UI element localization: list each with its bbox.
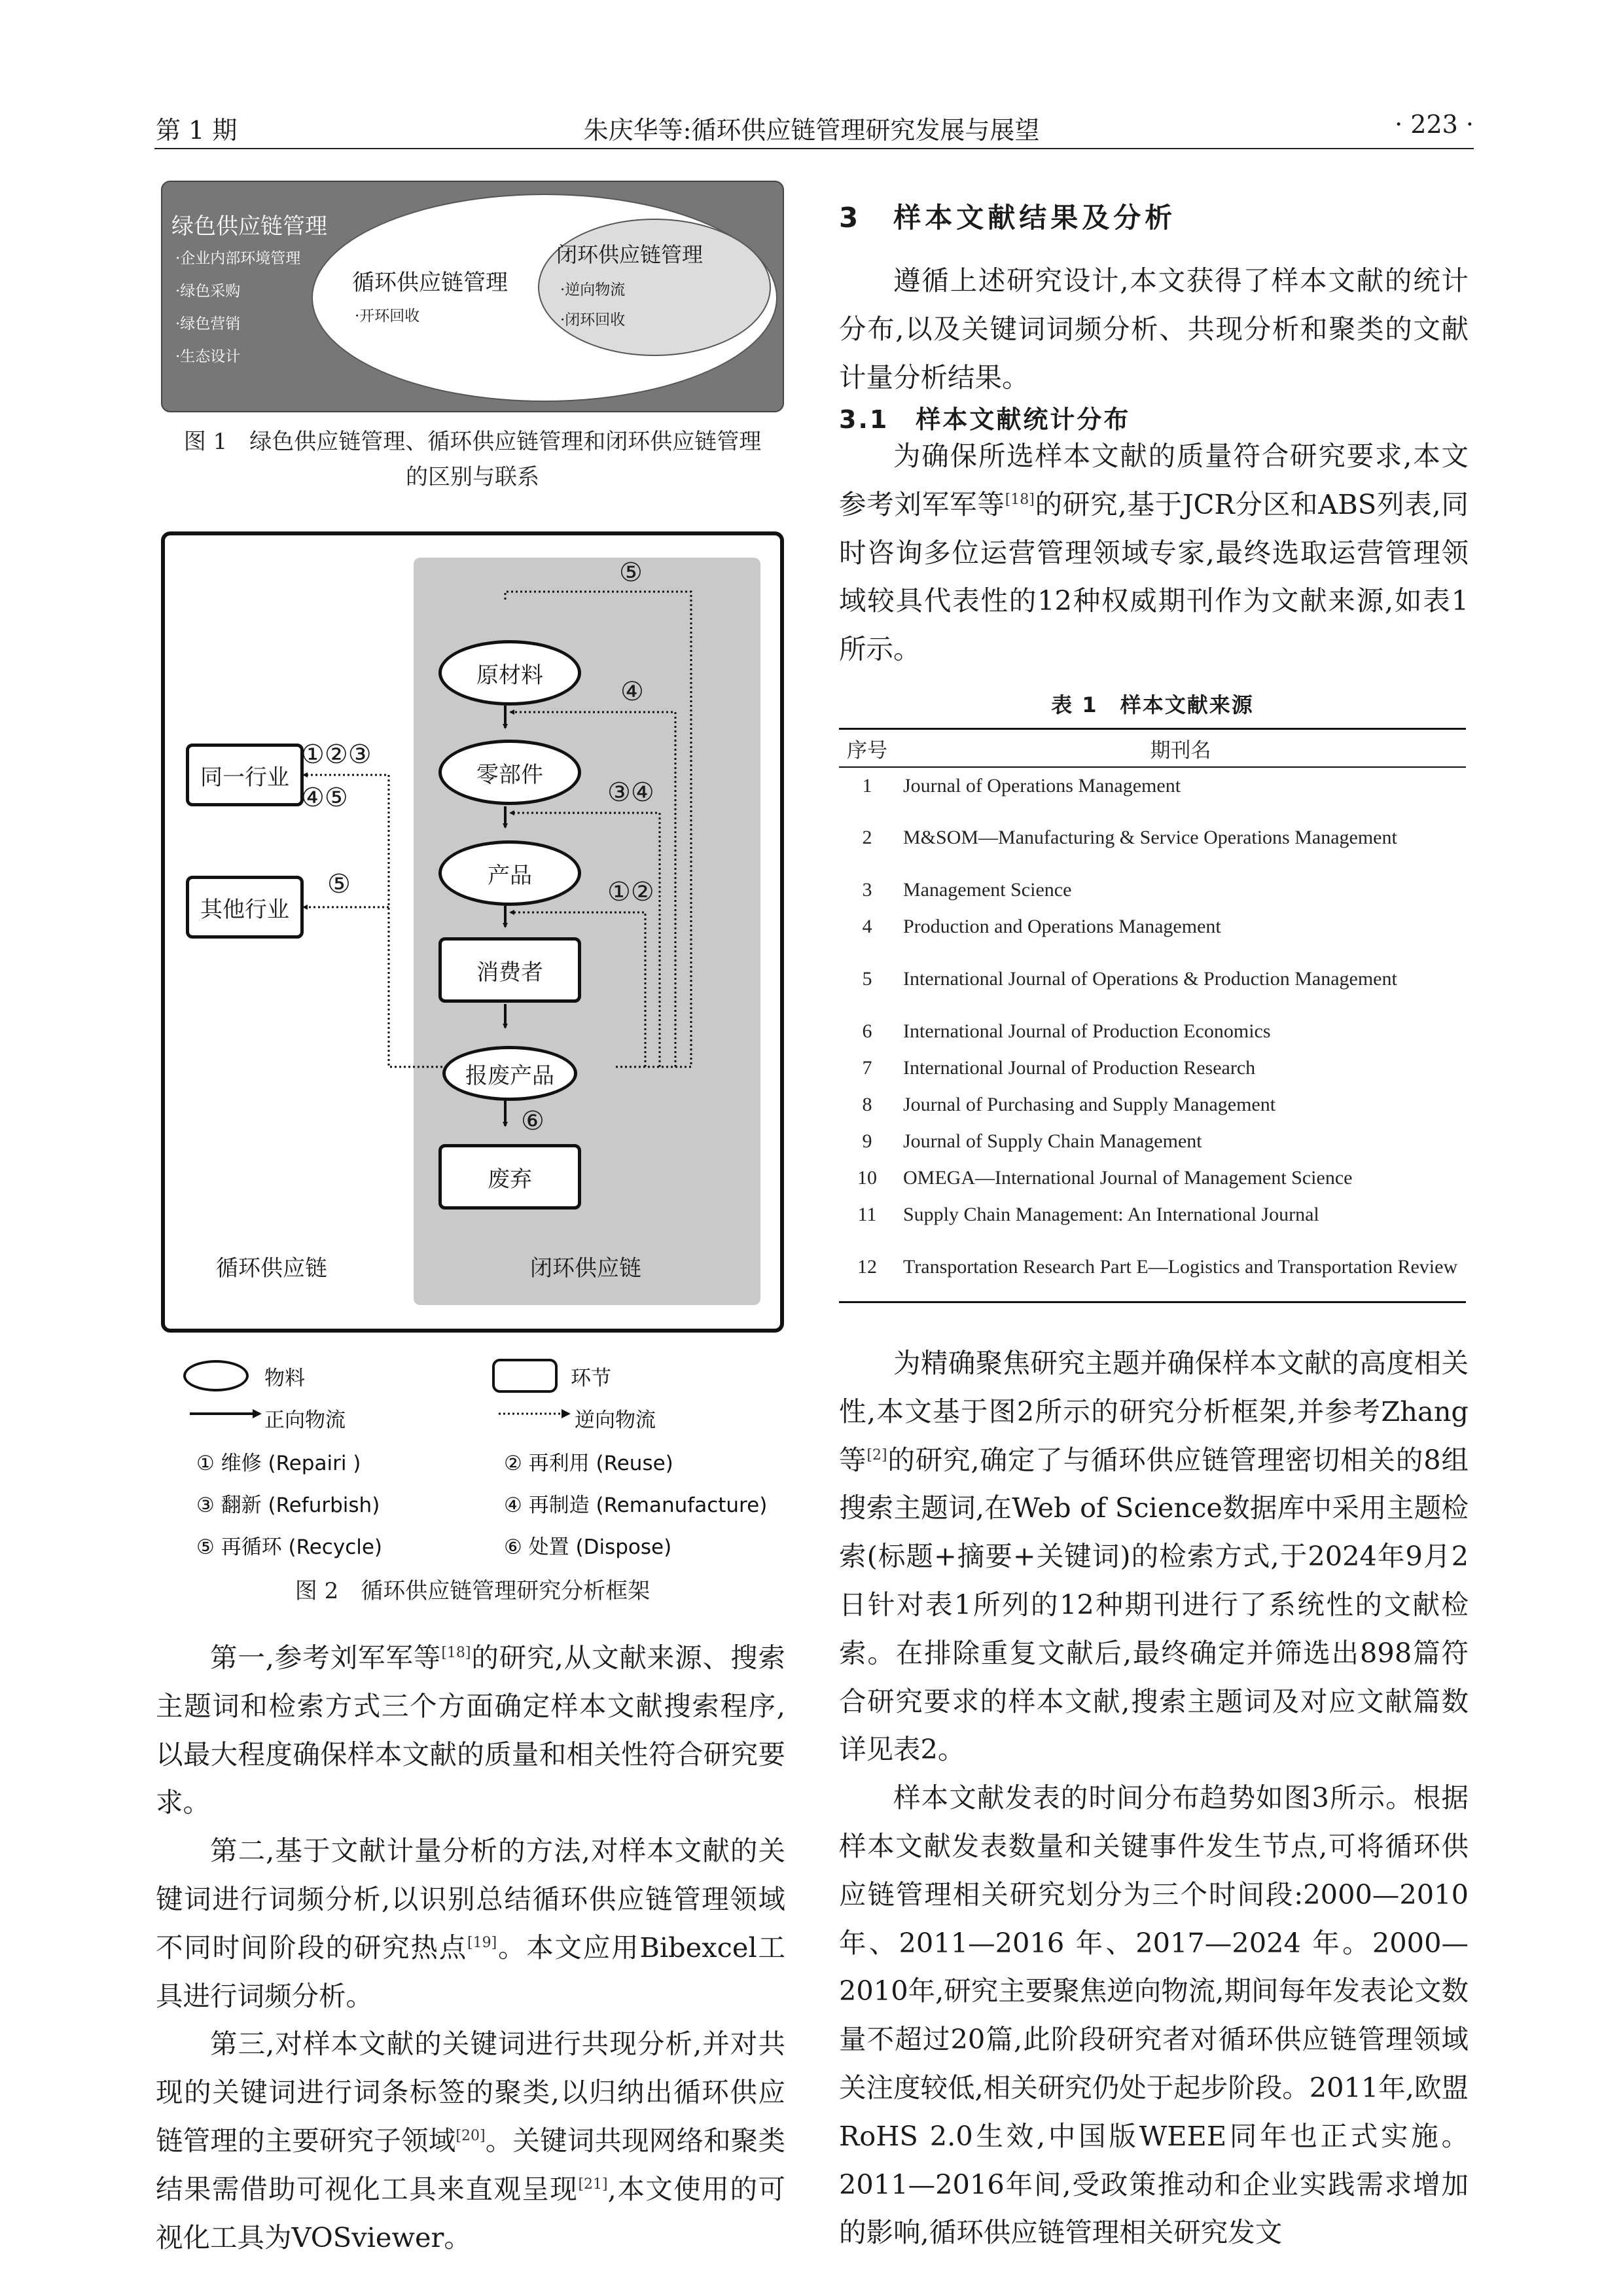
table-header-row [839, 730, 1466, 767]
table-cell-journal: OMEGA—International Journal of Management Science [903, 1167, 1353, 1189]
right-column-body [839, 1339, 1469, 2257]
figure2-label-remanufacture: ④ [620, 677, 644, 707]
legend-solid-arrow-icon [190, 1407, 262, 1420]
table-row [839, 945, 1466, 1013]
paragraph: 为确保所选样本文献的质量符合研究要求,本文参考刘军军等[18]的研究,基于JCR分区和ABS列表,同时咨询多位运营管理领域专家,最终选取运营管理领域较具代表性的12种权威期刊作为文献来源,如表1所示。 [839, 440, 1469, 666]
table-cell-journal: International Journal of Production Economics [903, 1020, 1271, 1042]
table-cell-number: 8 [862, 1094, 872, 1115]
legend-dotted-arrow-icon [499, 1407, 571, 1420]
table1-grid [839, 730, 1466, 1301]
figure2-region-label-circular: 循环供应链 [216, 1255, 327, 1282]
figure2-label-repair-reuse: ①② [607, 877, 654, 907]
figure1-inner-items [560, 275, 625, 335]
table1-body [839, 767, 1466, 1301]
legend-ellipse-icon [183, 1360, 249, 1391]
figure1-outer-item: ·绿色采购 [175, 283, 241, 300]
table-cell-number: 7 [862, 1057, 872, 1079]
figure1-outer-items [175, 242, 300, 373]
legend-link: 环节 [571, 1367, 611, 1390]
figure1-caption [154, 424, 791, 495]
figure2-node-parts: 零部件 [438, 740, 581, 805]
table-row [839, 804, 1466, 872]
table-cell-number: 9 [862, 1130, 872, 1152]
table-cell-journal: M&SOM—Manufacturing & Service Operations Management [903, 827, 1397, 848]
issue-number: 第 1 期 [156, 116, 238, 145]
section-intro [839, 257, 1469, 401]
table-header: 期刊名 [1150, 738, 1211, 762]
table1-title: 表 1 样本文献来源 [1051, 692, 1254, 717]
table-row [839, 1233, 1466, 1301]
paragraph: 样本文献发表的时间分布趋势如图3所示。根据样本文献发表数量和关键事件发生节点,可将循环供应链管理相关研究划分为三个时间段:2000—2010 年、2011—2016 年、2017—2024 年。2000—2010年,研究主要聚焦逆向物流,期间每年发表论文数量不超过20篇,此阶段研究者对循环供应链管理领域关注度较低,相关研究仍处于起步阶段。2011年,欧盟RoHS 2.0生效,中国版WEEE同年也正式实施。2011—2016年间,受政策推动和企业实践需求增加的影响,循环供应链管理相关研究发文 [839, 1782, 1469, 2249]
figure2-label-refurbish-remanufacture: ③④ [607, 778, 654, 808]
legend-item: ⑥ 处置 (Dispose) [504, 1535, 672, 1559]
page-number: · 223 · [1395, 110, 1474, 139]
table-cell-journal: Transportation Research Part E—Logistics and Transportation Review [903, 1256, 1458, 1278]
figure1-middle-item: ·开环回收 [355, 308, 420, 325]
running-title: 朱庆华等:循环供应链管理研究发展与展望 [583, 116, 1040, 145]
section-heading: 3 样本文献结果及分析 [839, 202, 1177, 234]
table-row [839, 1086, 1466, 1123]
figure1-outer-item: ·生态设计 [175, 348, 241, 365]
figure2-label-dispose: ⑥ [521, 1106, 544, 1136]
figure2-caption: 图 2 循环供应链管理研究分析框架 [294, 1578, 651, 1604]
header-rule [154, 148, 1474, 149]
table-row [839, 767, 1466, 804]
figure1-outer-title: 绿色供应链管理 [171, 213, 327, 240]
table-cell-journal: Journal of Purchasing and Supply Management [903, 1094, 1276, 1115]
table-cell-journal: Supply Chain Management: An International Journal [903, 1204, 1319, 1225]
figure1-inner-item: ·闭环回收 [560, 312, 626, 329]
table-cell-number: 1 [862, 774, 872, 797]
figure1-outer-item: ·企业内部环境管理 [175, 250, 301, 267]
table-cell-number: 11 [857, 1204, 877, 1225]
paragraph: 第一,参考刘军军等[18]的研究,从文献来源、搜索主题词和检索方式三个方面确定样本文献搜索程序,以最大程度确保样本文献的质量和相关性符合研究要求。 [156, 1641, 785, 1819]
table-cell-number: 12 [857, 1256, 877, 1278]
figure2-node-other-industry: 其他行业 [186, 876, 304, 939]
figure2-label-other-industry: ⑤ [327, 869, 351, 899]
subsection-heading: 3.1 样本文献统计分布 [839, 405, 1131, 434]
legend-item: ④ 再制造 (Remanufacture) [504, 1494, 768, 1517]
figure2-node-raw-material: 原材料 [438, 640, 581, 706]
legend-reverse-flow: 逆向物流 [575, 1408, 656, 1432]
table-cell-number: 5 [862, 968, 872, 990]
figure2-node-same-industry: 同一行业 [186, 744, 304, 806]
table-row [839, 1160, 1466, 1196]
citation[interactable]: [21] [578, 2176, 608, 2193]
figure1-inner-title: 闭环供应链管理 [556, 242, 704, 267]
table-cell-number: 6 [862, 1020, 872, 1042]
table-row [839, 1123, 1466, 1160]
legend-item: ⑤ 再循环 (Recycle) [196, 1535, 383, 1559]
legend-material: 物料 [264, 1367, 305, 1390]
figure2-label-same-industry-a: ①②③ [301, 740, 372, 770]
table-row [839, 872, 1466, 908]
citation[interactable]: [19] [467, 1934, 497, 1951]
table-cell-journal: Management Science [903, 879, 1072, 901]
citation[interactable]: [18] [441, 1645, 471, 1662]
figure2-label-recycle-top: ⑤ [619, 558, 643, 588]
table-cell-journal: Production and Operations Management [903, 916, 1221, 937]
figure1-caption-line1: 图 1 绿色供应链管理、循环供应链管理和闭环供应链管理 [183, 429, 762, 455]
citation[interactable]: [2] [866, 1446, 887, 1463]
table-header: 序号 [847, 738, 887, 762]
table-row [839, 1013, 1466, 1050]
table-cell-journal: International Journal of Operations & Production Management [903, 968, 1397, 990]
citation[interactable]: [20] [455, 2128, 486, 2145]
figure1-caption-line2: 的区别与联系 [406, 464, 539, 490]
citation[interactable]: [18] [1005, 491, 1035, 508]
table-cell-number: 10 [857, 1167, 877, 1189]
paragraph: 第三,对样本文献的关键词进行共现分析,并对共现的关键词进行词条标签的聚类,以归纳出循环供应链管理的主要研究子领域[20]。关键词共现网络和聚类结果需借助可视化工具来直观呈现[21],本文使用的可视化工具为VOSviewer。 [156, 2028, 785, 2253]
left-column-body [156, 1634, 785, 2261]
legend-item: ① 维修 (Repairi ) [196, 1452, 361, 1475]
figure2-node-consumer: 消费者 [438, 937, 581, 1003]
figure2-node-waste: 废弃 [438, 1144, 581, 1210]
table1 [839, 728, 1466, 1303]
paragraph: 为精确聚焦研究主题并确保样本文献的高度相关性,本文基于图2所示的研究分析框架,并参考Zhang等[2]的研究,确定了与循环供应链管理密切相关的8组搜索主题词,在Web of Science数据库中采用主题检索(标题+摘要+关键词)的检索方式,于2024年9月2日针对表1所列的12种期刊进行了系统性的文献检索。在排除重复文献后,最终确定并筛选出898篇符合研究要求的样本文献,搜索主题词及对应文献篇数详见表2。 [839, 1347, 1469, 1766]
legend-forward-flow: 正向物流 [264, 1408, 346, 1432]
figure2-node-product: 产品 [438, 840, 581, 906]
figure2-label-same-industry-b: ④⑤ [301, 783, 348, 813]
table-cell-number: 3 [862, 879, 872, 901]
legend-item: ③ 翻新 (Refurbish) [196, 1494, 380, 1517]
subsection-body [839, 432, 1469, 673]
table-cell-journal: Journal of Operations Management [903, 774, 1181, 797]
paragraph: 遵循上述研究设计,本文获得了样本文献的统计分布,以及关键词词频分析、共现分析和聚类的文献计量分析结果。 [839, 264, 1469, 393]
figure1-outer-item: ·绿色营销 [175, 315, 241, 332]
figure2-region-label-closed-loop: 闭环供应链 [530, 1255, 641, 1282]
legend-item: ② 再利用 (Reuse) [504, 1452, 673, 1475]
figure1-inner-item: ·逆向物流 [560, 281, 626, 298]
figure2-node-scrap-product: 报废产品 [442, 1046, 577, 1101]
table-cell-journal: Journal of Supply Chain Management [903, 1130, 1202, 1152]
table-cell-journal: International Journal of Production Research [903, 1057, 1256, 1079]
table-row [839, 1050, 1466, 1086]
paragraph: 第二,基于文献计量分析的方法,对样本文献的关键词进行词频分析,以识别总结循环供应链管理领域不同时间阶段的研究热点[19]。本文应用Bibexcel工具进行词频分析。 [156, 1835, 785, 2012]
table-row [839, 908, 1466, 945]
table-cell-number: 4 [862, 916, 872, 937]
legend-rectangle-icon [492, 1359, 558, 1393]
figure1-middle-title: 循环供应链管理 [352, 270, 508, 296]
table-cell-number: 2 [862, 827, 872, 848]
table-row [839, 1196, 1466, 1233]
